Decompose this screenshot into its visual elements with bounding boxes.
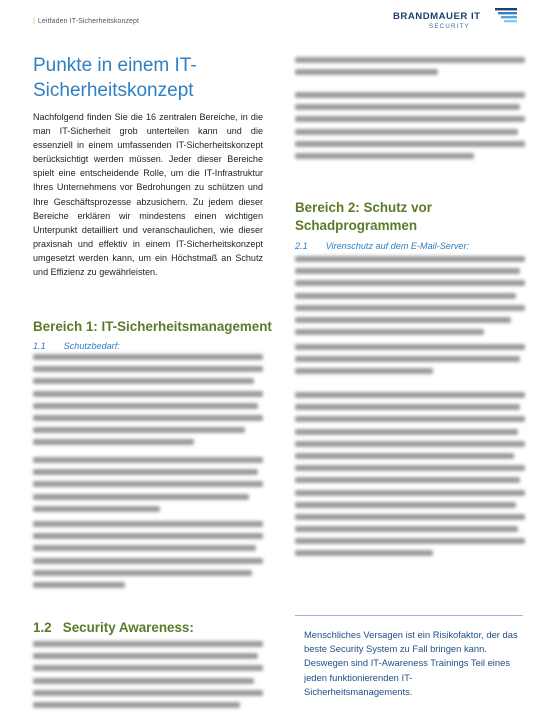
blurred-text-block: [295, 57, 525, 81]
subsection-2-1-heading: [295, 241, 469, 251]
callout-box: [295, 615, 523, 706]
logo-main-text: BRANDMAUER IT: [393, 11, 481, 22]
subsection-1-1-number: 1.1: [33, 341, 46, 351]
blurred-text-block: [33, 457, 263, 518]
callout-text: Menschliches Versagen ist ein Risikofaktor, der das beste Security System zu Fall bringen kann. Deswegen sind IT-Awareness Trainings Teil eines jeden funktionierenden IT-Sicherheitsmanagements.: [304, 629, 518, 697]
blurred-text-block: [295, 92, 525, 165]
blurred-text-block: [295, 344, 525, 381]
page-title: Punkte in einem IT-Sicherheitskonzept: [33, 55, 197, 101]
blurred-text-block: [295, 256, 525, 341]
logo-sub-text: SECURITY: [429, 23, 470, 30]
blurred-text-block: [295, 392, 525, 563]
logo-stripes-icon: [493, 7, 519, 27]
section-1-title: Bereich 1: IT-Sicherheitsmanagement: [33, 319, 272, 334]
blurred-text-block: [33, 521, 263, 594]
subsection-2-1-number: 2.1: [295, 241, 308, 251]
section-2-title: Bereich 2: Schutz vor Schadprogrammen: [295, 200, 432, 233]
subsection-1-1-label: Schutzbedarf:: [63, 341, 120, 351]
subsection-1-2-number: 1.2: [33, 620, 52, 635]
subsection-2-1-label: Virenschutz auf dem E-Mail-Server:: [325, 241, 470, 251]
running-header: [33, 18, 139, 25]
intro-paragraph: Nachfolgend finden Sie die 16 zentralen Bereiche, in die man IT-Sicherheit grob unterteilen kann und die essenziell in einem umfassenden IT-Sicherheitskonzept berücksichtigt werden müssen. Jeder dieser Bereiche spielt eine entscheidende Rolle, um die IT-Infrastruktur Ihres Unternehmens vor Bedrohungen zu schützen und Ihre Geschäftsprozesse abzusichern. Zu jedem dieser Bereiche erklären wir mindestens einen wichtigen Unterpunkt detailliert und veranschaulichen, wie dieser praxisnah und effektiv in einem IT-Sicherheitskonzept umgesetzt werden kann, um ein Höchstmaß an Schutz und Effizienz zu gewährleisten.: [33, 112, 263, 278]
brandmauer-logo: [393, 6, 519, 32]
header-divider: |: [33, 18, 35, 25]
running-header-label: Leitfaden IT-Sicherheitskonzept: [37, 18, 140, 25]
blurred-text-block: [33, 354, 263, 452]
subsection-1-2-label: Security Awareness:: [62, 620, 194, 635]
blurred-text-block: [33, 641, 263, 714]
subsection-1-2-heading: [33, 619, 194, 637]
subsection-1-1-heading: [33, 341, 120, 351]
